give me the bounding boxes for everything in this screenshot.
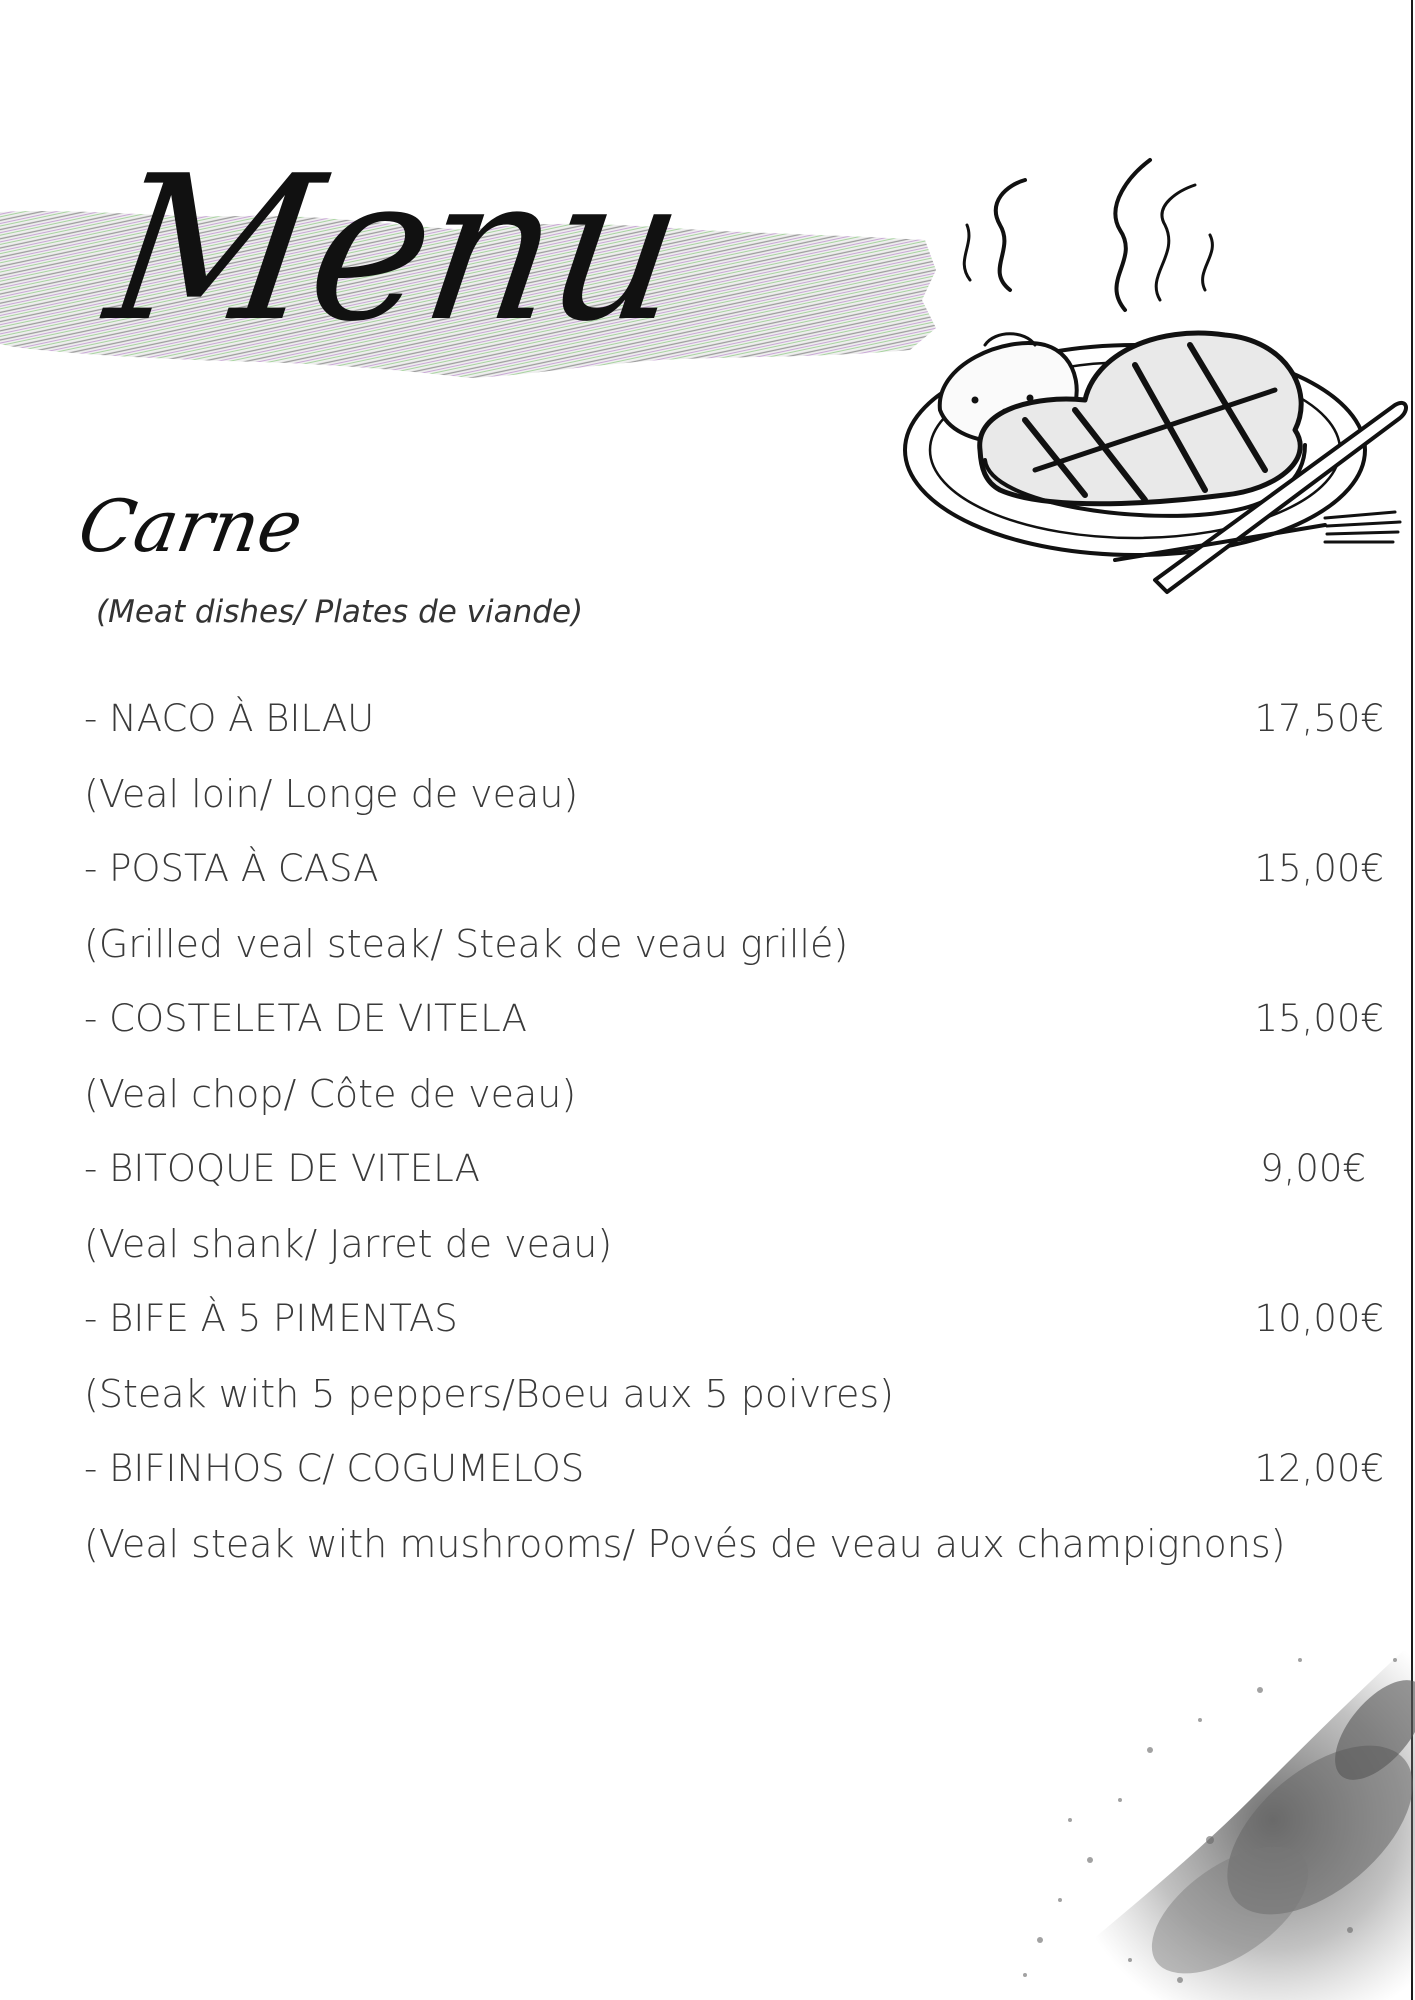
menu-item-name-row — [84, 690, 1384, 765]
item-price: 9,00€ — [1260, 1147, 1366, 1190]
menu-item-name-row — [84, 840, 1384, 915]
menu-items-list — [84, 690, 1384, 1590]
menu-item-description: (Veal chop/ Côte de veau) — [84, 1072, 577, 1116]
item-price: 17,50€ — [1254, 697, 1384, 740]
menu-item-description: (Grilled veal steak/ Steak de veau grillé) — [84, 922, 849, 966]
menu-item-name-row — [84, 1290, 1384, 1365]
steak-plate-icon — [895, 140, 1415, 600]
item-name: - BIFINHOS C/ COGUMELOS — [84, 1447, 585, 1490]
item-name: - BITOQUE DE VITELA — [84, 1147, 480, 1190]
menu-item-description: (Veal shank/ Jarret de veau) — [84, 1222, 613, 1266]
section-title: Carne — [72, 484, 309, 568]
menu-item-description: (Veal steak with mushrooms/ Povés de veau aux champignons) — [84, 1522, 1286, 1566]
item-price: 10,00€ — [1254, 1297, 1384, 1340]
ink-splash-decoration — [1000, 1600, 1415, 2000]
item-price: 15,00€ — [1254, 997, 1384, 1040]
menu-item-name-row — [84, 990, 1384, 1065]
item-name: - BIFE À 5 PIMENTAS — [84, 1297, 458, 1340]
item-name: - COSTELETA DE VITELA — [84, 997, 527, 1040]
section-subtitle: (Meat dishes/ Plates de viande) — [96, 594, 584, 630]
item-name: - POSTA À CASA — [84, 847, 379, 890]
item-name: - NACO À BILAU — [84, 697, 375, 740]
menu-item-description: (Veal loin/ Longe de veau) — [84, 772, 579, 816]
menu-item-name-row — [84, 1440, 1384, 1515]
item-price: 12,00€ — [1254, 1447, 1384, 1490]
menu-item-description: (Steak with 5 peppers/Boeu aux 5 poivres) — [84, 1372, 894, 1416]
menu-item-name-row — [84, 1140, 1384, 1215]
menu-title: Menu — [95, 133, 694, 366]
item-price: 15,00€ — [1254, 847, 1384, 890]
